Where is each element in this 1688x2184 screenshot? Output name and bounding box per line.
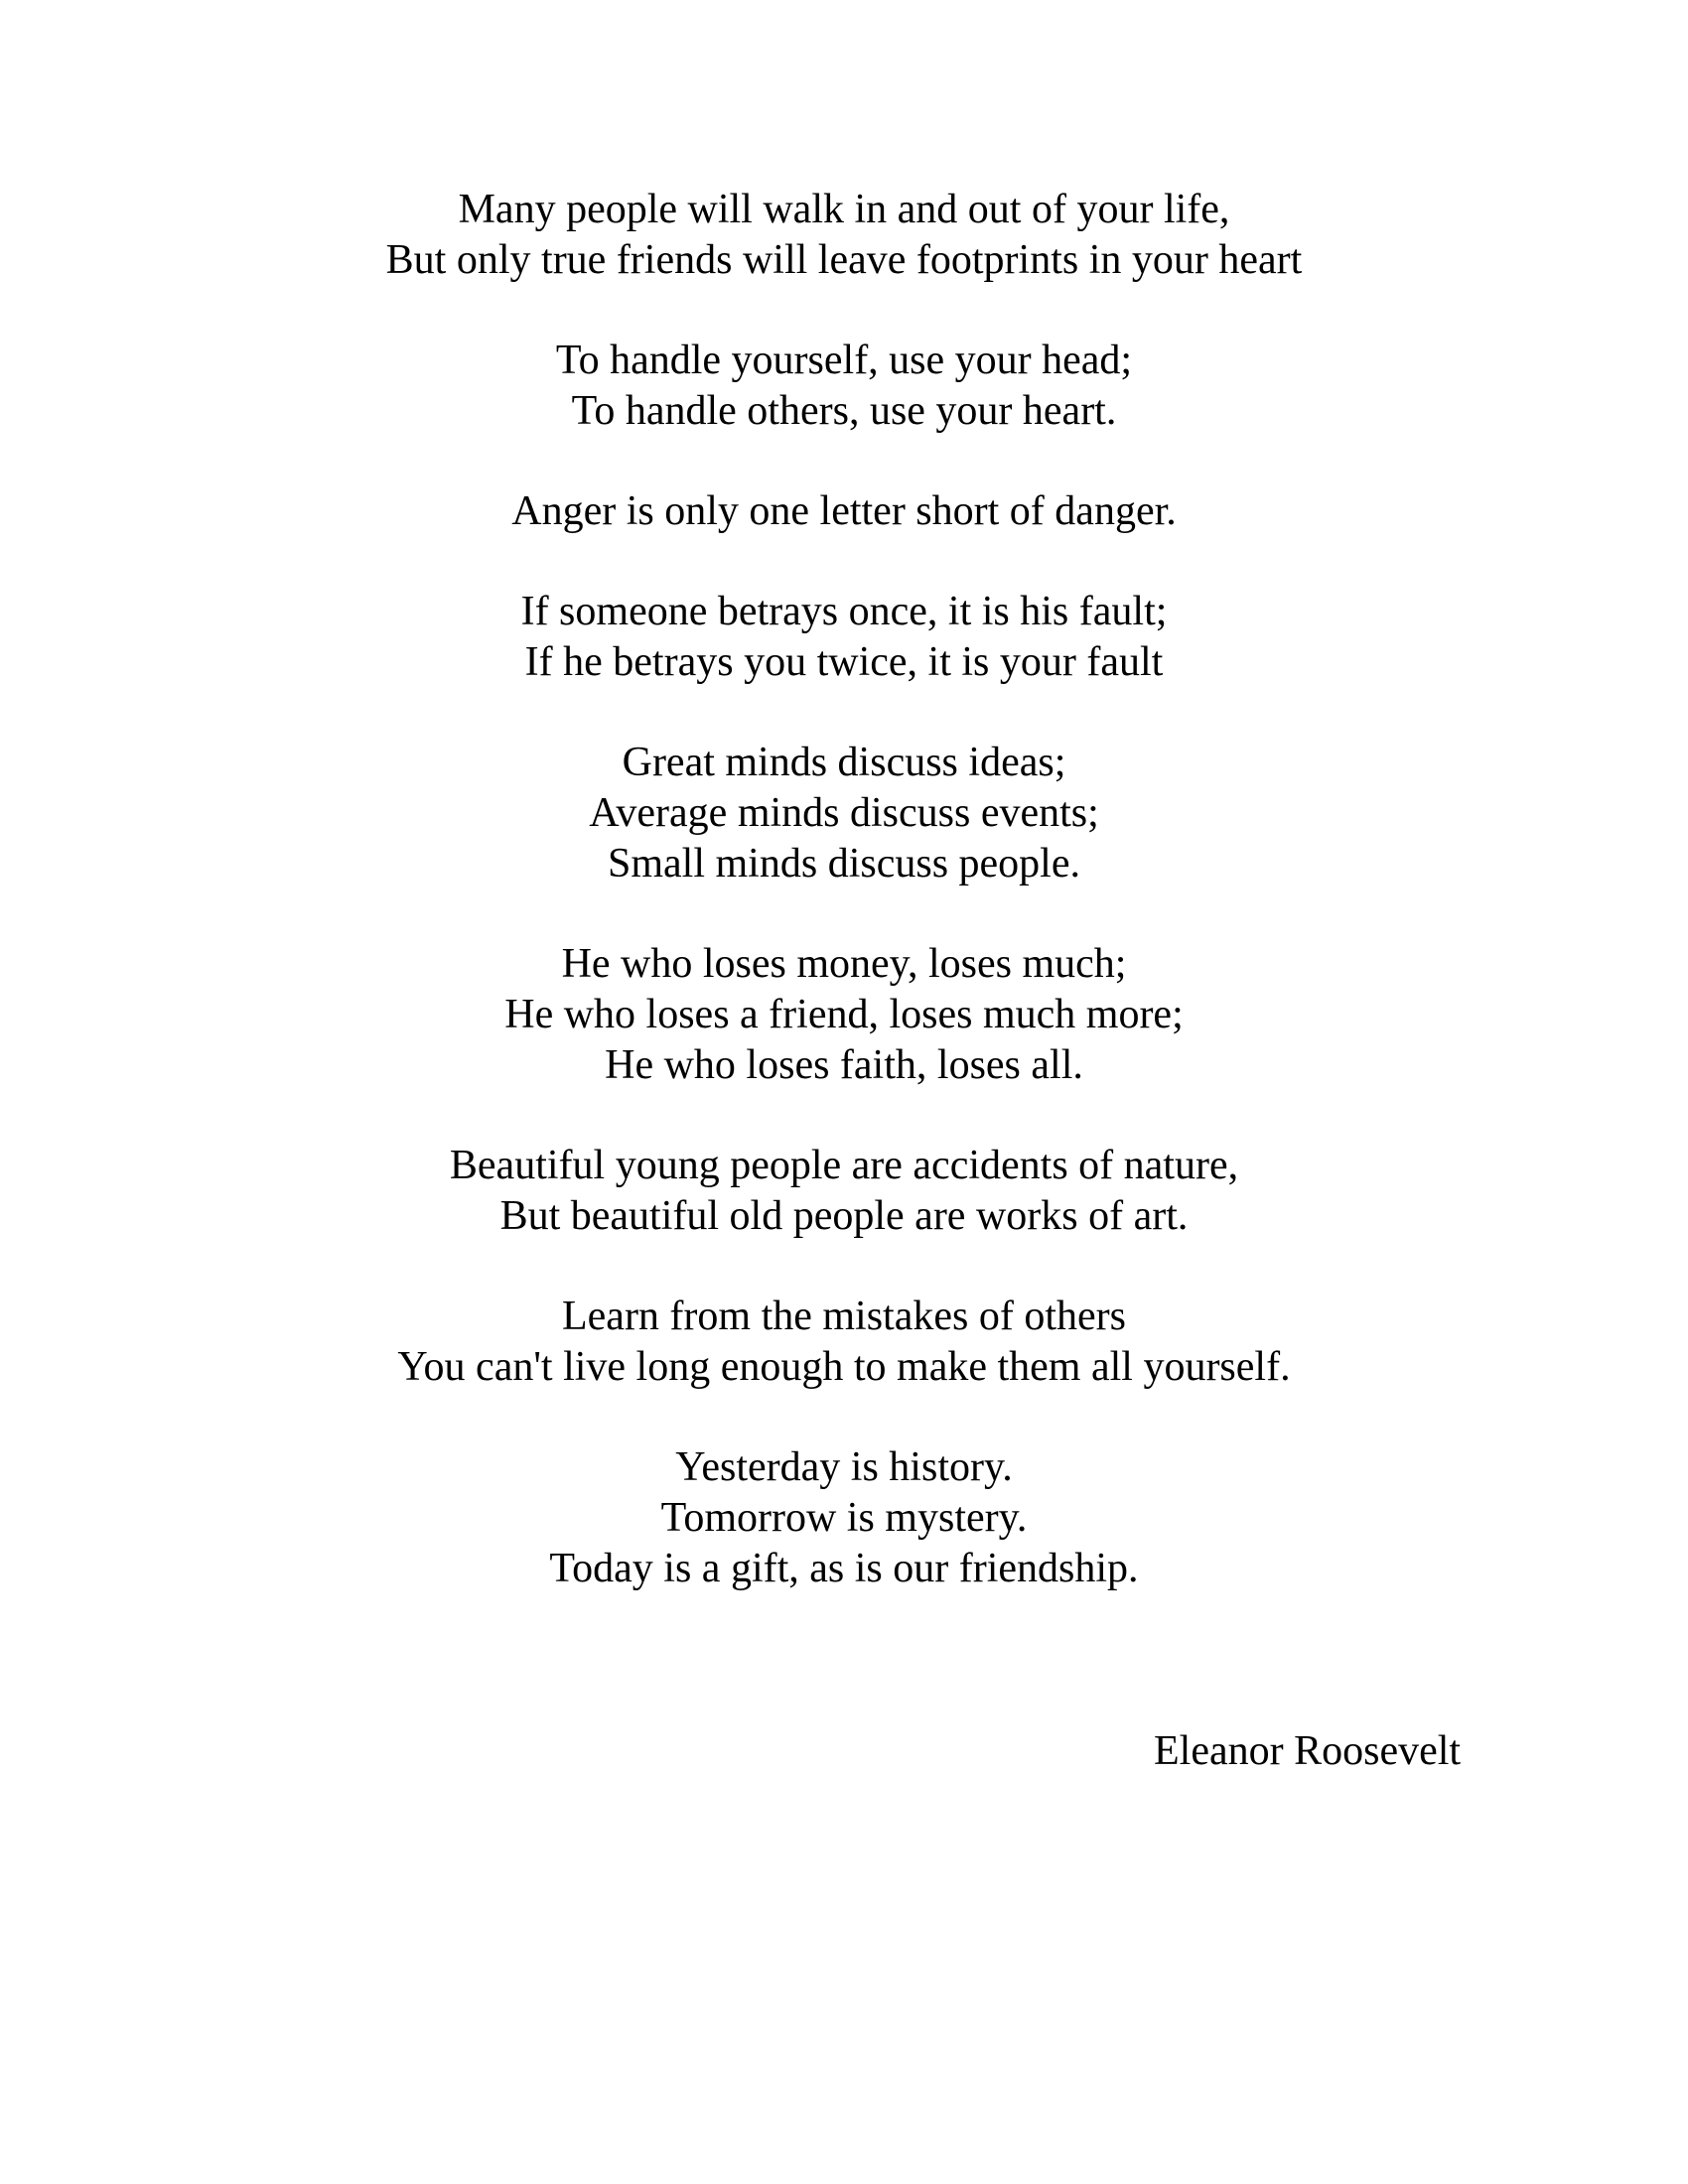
stanza xyxy=(0,939,1688,1091)
author-signature: Eleanor Roosevelt xyxy=(1154,1728,1462,1774)
stanza xyxy=(0,185,1688,286)
stanza xyxy=(0,486,1688,537)
poem-line: Small minds discuss people. xyxy=(608,841,1080,887)
poem-line: If he betrays you twice, it is your fault xyxy=(524,639,1164,685)
poem-line: He who loses money, loses much; xyxy=(561,941,1127,987)
poem-line: Learn from the mistakes of others xyxy=(562,1294,1126,1339)
stanza xyxy=(0,1292,1688,1393)
stanza xyxy=(0,738,1688,889)
poem-line: Anger is only one letter short of danger. xyxy=(511,488,1177,534)
poem-line: Tomorrow is mystery. xyxy=(660,1495,1028,1541)
poem-line: But only true friends will leave footprints in your heart xyxy=(385,237,1303,283)
poem-line: Yesterday is history. xyxy=(675,1444,1013,1490)
poem-line: Many people will walk in and out of your life, xyxy=(458,187,1230,232)
poem-line: You can't live long enough to make them all yourself. xyxy=(397,1344,1291,1390)
stanza xyxy=(0,587,1688,688)
poem-line: Great minds discuss ideas; xyxy=(622,740,1066,785)
poem-line: Today is a gift, as is our friendship. xyxy=(549,1546,1139,1591)
poem-line: If someone betrays once, it is his fault; xyxy=(520,589,1168,634)
stanza xyxy=(0,1442,1688,1594)
poem-line: Beautiful young people are accidents of nature, xyxy=(449,1143,1239,1188)
stanza xyxy=(0,336,1688,437)
poem-line: To handle yourself, use your head; xyxy=(555,338,1133,383)
poem-line: He who loses faith, loses all. xyxy=(605,1042,1083,1088)
poem xyxy=(0,185,1688,1644)
poem-line: To handle others, use your heart. xyxy=(571,388,1117,434)
poem-line: He who loses a friend, loses much more; xyxy=(504,992,1184,1037)
poem-line: Average minds discuss events; xyxy=(589,790,1099,836)
stanza xyxy=(0,1141,1688,1242)
poem-line: But beautiful old people are works of art. xyxy=(499,1193,1189,1239)
